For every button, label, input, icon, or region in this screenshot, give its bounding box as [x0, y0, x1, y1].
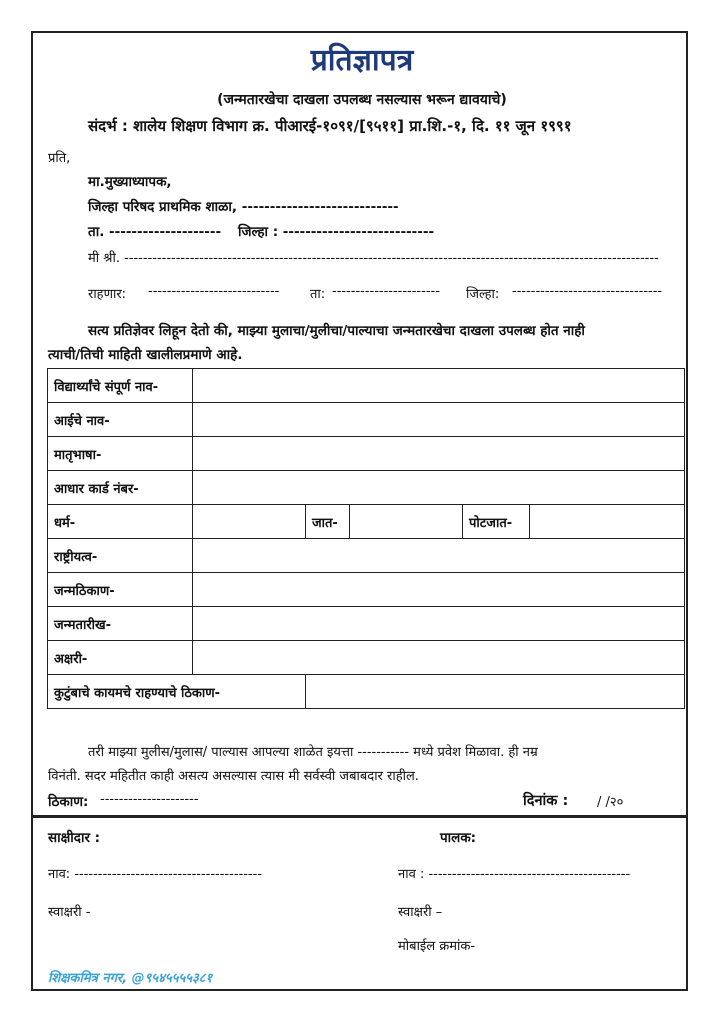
- family-address-label: कुटुंबाचे कायमचे राहण्याचे ठिकाण-: [48, 675, 306, 709]
- mother-name-label: आईचे नाव-: [48, 403, 193, 437]
- declarant-taluka-label: ता:: [310, 287, 326, 302]
- table-row: [48, 471, 685, 505]
- nationality-label: राष्ट्रीयत्व-: [48, 539, 193, 573]
- request-line-1: तरी माझ्या मुलीस/मुलास/ पाल्यास आपल्या शाळेत इयत्ता ----------- मध्ये प्रवेश मिळावा. ही नम्र: [88, 745, 538, 760]
- table-row: [48, 573, 685, 607]
- document-subtitle: (जन्मतारखेचा दाखला उपलब्ध नसल्यास भरून द्यावयाचे): [217, 92, 507, 108]
- addressee-taluka: ता. --------------------: [88, 224, 222, 240]
- request-line-2: विनंती. सदर महितीत काही असत्य असल्यास त्यास मी सर्वस्वी जबाबदार राहील.: [48, 769, 419, 784]
- date-value: / /२०: [597, 795, 624, 810]
- statement-line-1: सत्य प्रतिज्ञेवर लिहून देतो की, माझ्या मुलाचा/मुलीचा/पाल्याचा जन्मतारखेचा दाखला उपलब्ध होत नाही: [88, 323, 585, 339]
- declarant-name-line: मी श्री. ------------------------------------------------------------------------------------------------------------------: [88, 251, 659, 266]
- statement-line-2: त्याची/तिची माहिती खालीलप्रमाणे आहे.: [48, 347, 243, 363]
- subcaste-field[interactable]: [530, 505, 685, 539]
- table-row: [48, 403, 685, 437]
- guardian-signature: स्वाक्षरी –: [398, 905, 443, 920]
- caste-field[interactable]: [350, 505, 463, 539]
- religion-field[interactable]: [193, 505, 306, 539]
- mother-tongue-label: मातृभाषा-: [48, 437, 193, 471]
- reference-line: संदर्भ : शालेय शिक्षण विभाग क्र. पीआरई-१०९१/[९५११] प्रा.शि.-१, दि. ११ जून १९९१: [88, 117, 572, 135]
- addressee-prefix: प्रति,: [48, 151, 71, 166]
- religion-label: धर्म-: [48, 505, 193, 539]
- guardian-heading: पालक:: [440, 830, 477, 846]
- birthplace-field[interactable]: [193, 573, 685, 607]
- residence-dash: ----------------------------: [148, 284, 280, 299]
- table-row: [48, 437, 685, 471]
- birthdate-label: जन्मतारीख-: [48, 607, 193, 641]
- aadhaar-field[interactable]: [193, 471, 685, 505]
- student-name-label: विद्यार्थ्यांचे संपूर्ण नाव-: [48, 369, 193, 403]
- family-address-field[interactable]: [306, 675, 685, 709]
- student-info-table: [47, 368, 685, 709]
- in-words-field[interactable]: [193, 641, 685, 675]
- declarant-district-label: जिल्हा:: [466, 287, 500, 302]
- document-title: प्रतिज्ञापत्र: [310, 43, 414, 78]
- witness-heading: साक्षीदार :: [48, 830, 101, 846]
- guardian-mobile: मोबाईल क्रमांक-: [398, 939, 476, 954]
- addressee-school: जिल्हा परिषद प्राथमिक शाळा, ----------------------------: [88, 199, 399, 215]
- table-row: [48, 607, 685, 641]
- residence-label: राहणार:: [88, 287, 127, 302]
- nationality-field[interactable]: [193, 539, 685, 573]
- footer-credit: शिक्षकमित्र नगर, @९५४५५५५३८१: [48, 971, 213, 986]
- date-label: दिनांक :: [523, 793, 569, 809]
- birthdate-field[interactable]: [193, 607, 685, 641]
- subcaste-label: पोटजात-: [463, 505, 530, 539]
- table-row: [48, 505, 685, 539]
- mother-tongue-field[interactable]: [193, 437, 685, 471]
- guardian-name-line: नाव : -------------------------------------------: [398, 867, 631, 882]
- place-label: ठिकाण:: [48, 794, 89, 810]
- table-row: [48, 369, 685, 403]
- caste-label: जात-: [306, 505, 350, 539]
- mother-name-field[interactable]: [193, 403, 685, 437]
- in-words-label: अक्षरी-: [48, 641, 193, 675]
- addressee-district: जिल्हा : ---------------------------: [238, 224, 435, 240]
- declarant-district-dash: --------------------------------: [512, 284, 663, 299]
- section-divider: [31, 815, 688, 818]
- birthplace-label: जन्मठिकाण-: [48, 573, 193, 607]
- student-name-field[interactable]: [193, 369, 685, 403]
- table-row: [48, 641, 685, 675]
- aadhaar-label: आधार कार्ड नंबर-: [48, 471, 193, 505]
- declarant-taluka-dash: -----------------------: [332, 284, 440, 299]
- witness-signature: स्वाक्षरी -: [48, 905, 91, 920]
- addressee-headmaster: मा.मुख्याध्यापक,: [88, 174, 172, 190]
- table-row: [48, 675, 685, 709]
- witness-name-line: नाव: ----------------------------------------: [48, 867, 262, 882]
- place-dash: ---------------------: [100, 792, 199, 807]
- table-row: [48, 539, 685, 573]
